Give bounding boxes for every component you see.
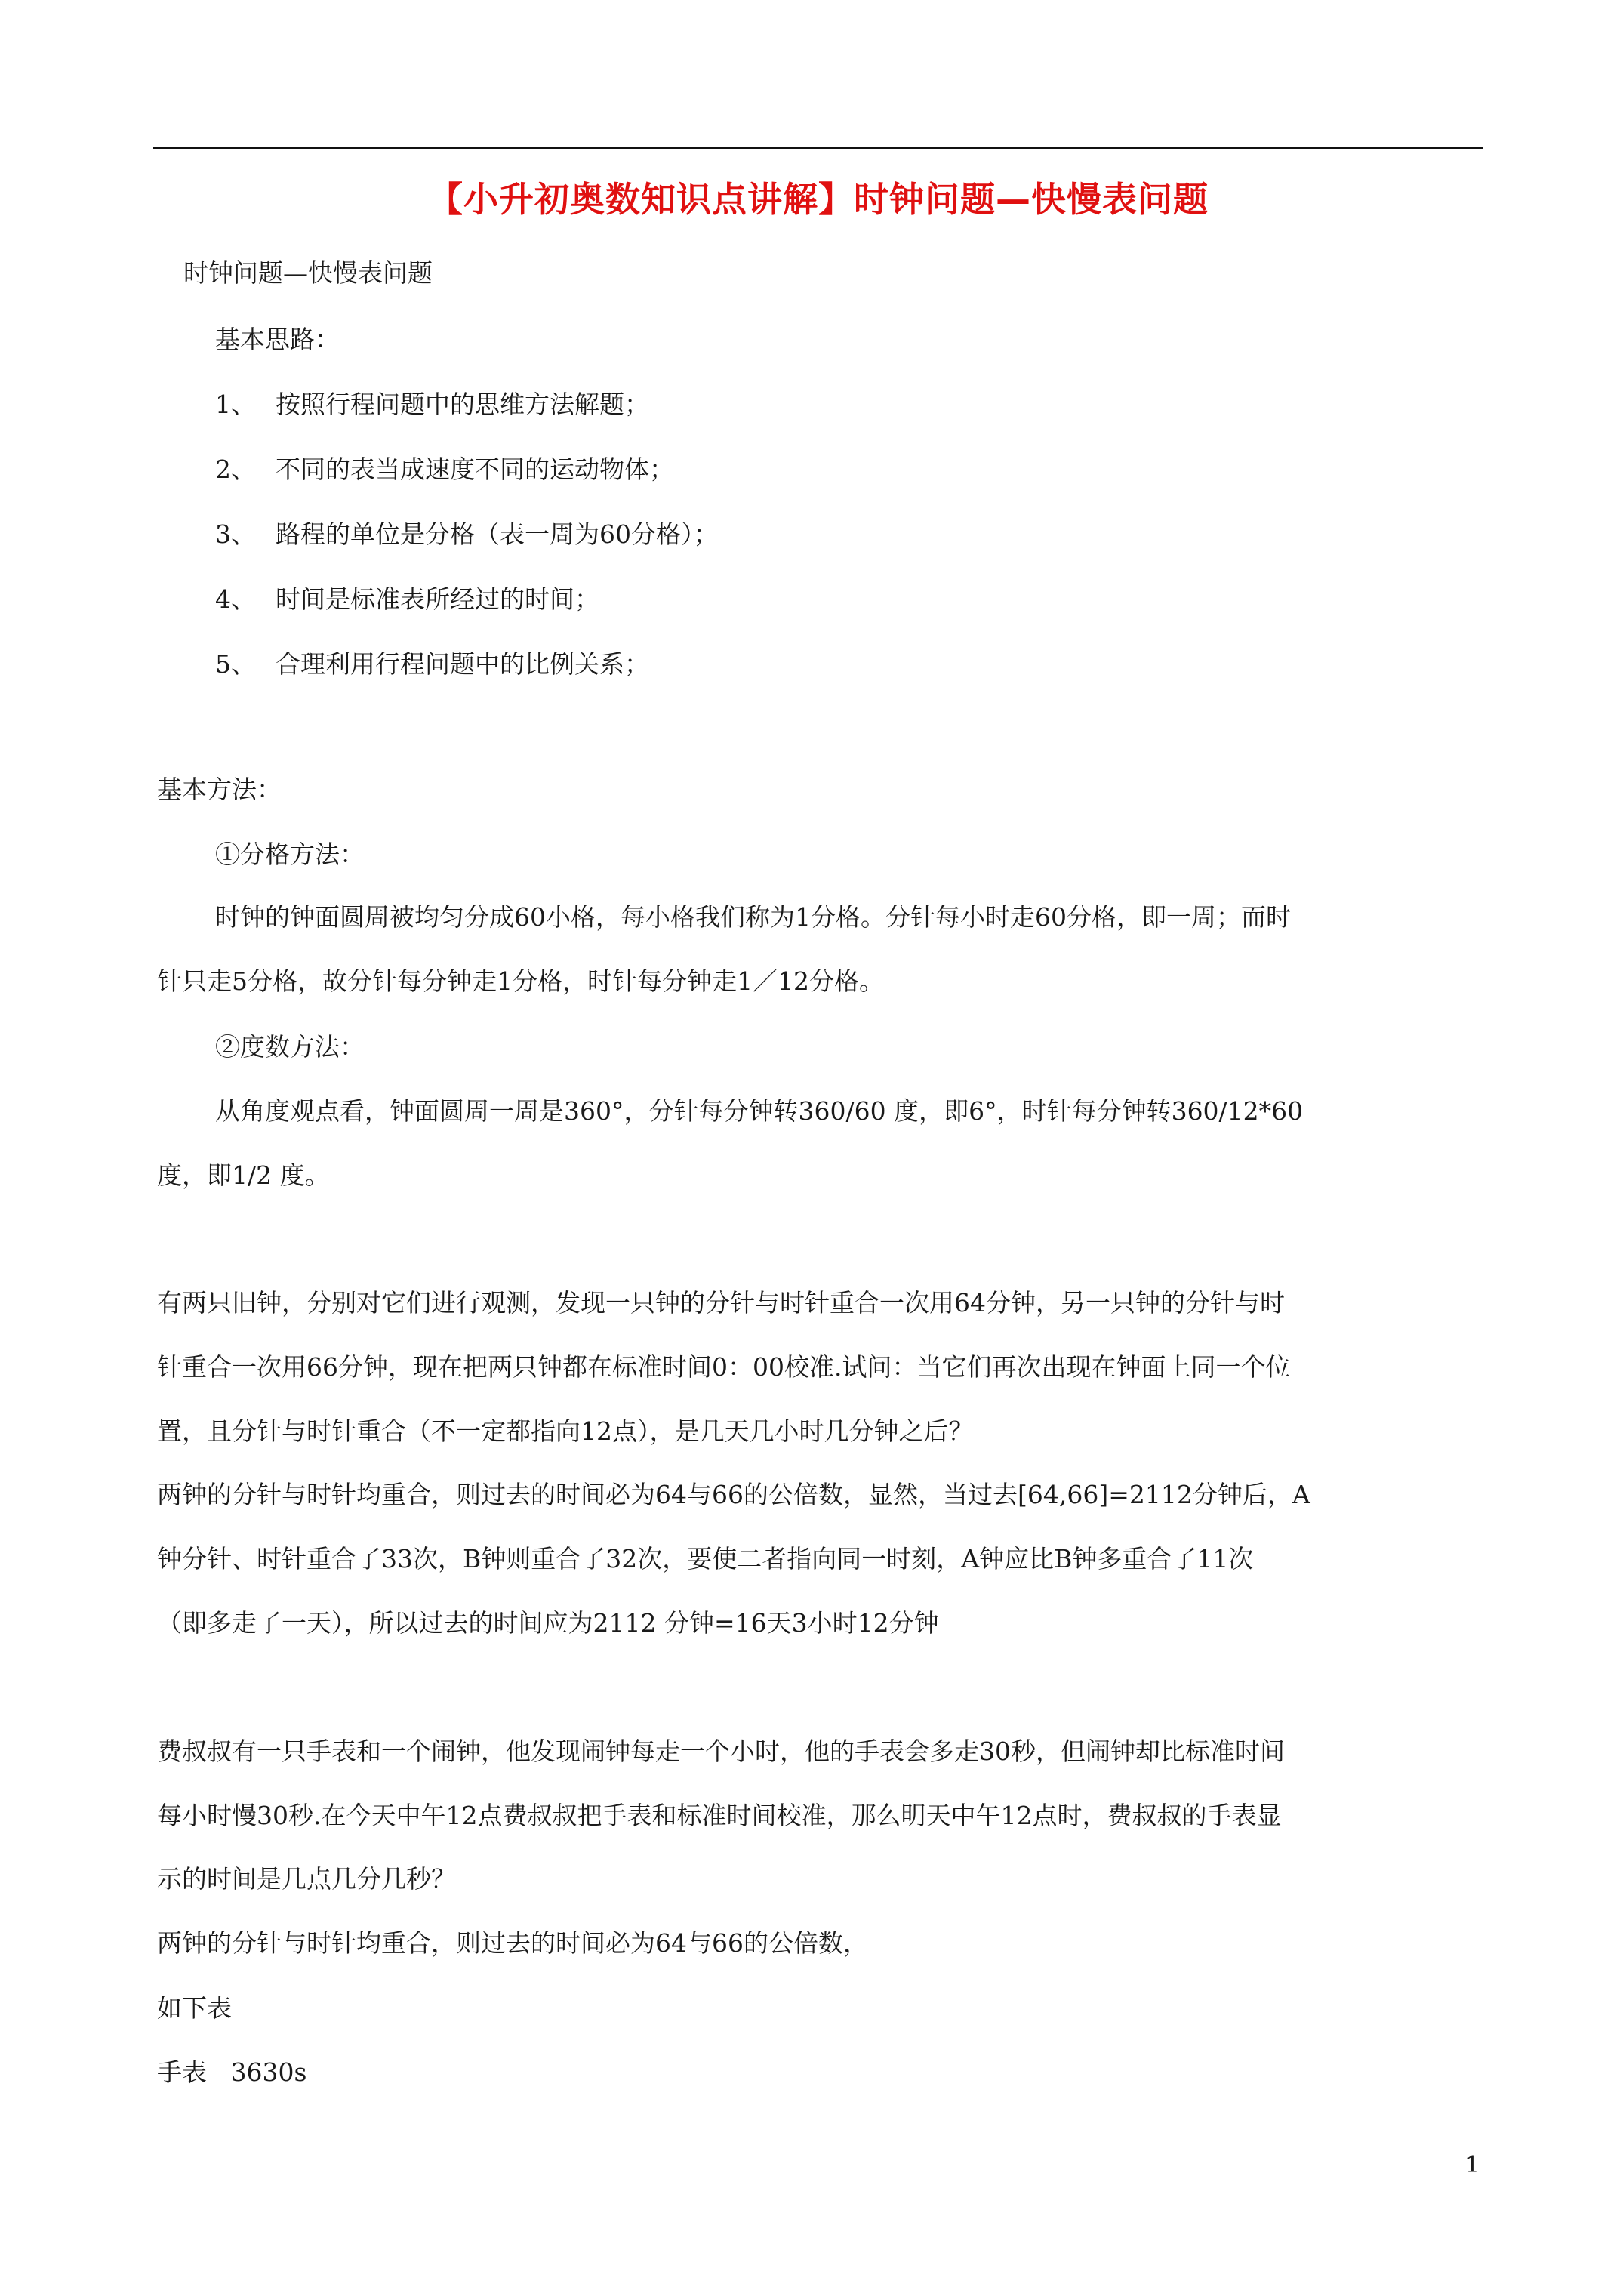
answer2-line: 两钟的分针与时针均重合，则过去的时间必为64与66的公倍数， xyxy=(157,1928,868,1958)
page-title: 【小升初奥数知识点讲解】时钟问题—快慢表问题 xyxy=(428,179,1209,220)
idea-number: 5、 xyxy=(215,649,256,679)
idea-item-5 xyxy=(215,649,649,679)
page-number: 1 xyxy=(1464,2152,1480,2178)
idea-item-4 xyxy=(215,584,599,614)
basic-idea-heading: 基本思路： xyxy=(215,325,340,354)
problem1-line: 置，且分针与时针重合（不一定都指向12点），是几天几小时几分钟之后？ xyxy=(157,1416,974,1446)
idea-text: 不同的表当成速度不同的运动物体； xyxy=(276,455,674,484)
idea-item-2 xyxy=(215,457,674,482)
method2-heading: ②度数方法： xyxy=(215,1032,365,1062)
idea-item-1 xyxy=(215,392,649,417)
method1-line: 时钟的钟面圆周被均匀分成60小格，每小格我们称为1分格。分针每小时走60分格，即一周；而时 xyxy=(215,902,1291,932)
method2-line: 度，即1/2 度。 xyxy=(157,1160,330,1190)
answer1-line: （即多走了一天），所以过去的时间应为2112 分钟=16天3小时12分钟 xyxy=(157,1608,939,1638)
problem1-line: 针重合一次用66分钟，现在把两只钟都在标准时间0：00校准.试问：当它们再次出现在钟面上同一个位 xyxy=(157,1352,1291,1382)
method-heading: 基本方法： xyxy=(157,775,282,804)
subtitle: 时钟问题—快慢表问题 xyxy=(183,258,433,288)
answer1-line: 钟分针、时针重合了33次，B钟则重合了32次，要使二者指向同一时刻，A钟应比B钟多重合了11次 xyxy=(157,1544,1254,1573)
idea-text: 路程的单位是分格（表一周为60分格）； xyxy=(276,519,719,549)
idea-text: 合理利用行程问题中的比例关系； xyxy=(276,649,649,679)
idea-number: 4、 xyxy=(215,584,256,614)
method2-line: 从角度观点看，钟面圆周一周是360°，分针每分钟转360/60 度，即6°，时针每分钟转360/12*60 xyxy=(215,1096,1304,1126)
problem2-line: 每小时慢30秒.在今天中午12点费叔叔把手表和标准时间校准，那么明天中午12点时，费叔叔的手表显 xyxy=(157,1801,1282,1830)
answer2-line: 如下表 xyxy=(157,1993,232,2023)
idea-text: 时间是标准表所经过的时间； xyxy=(276,584,599,614)
method1-heading: ①分格方法： xyxy=(215,840,365,869)
problem1-line: 有两只旧钟，分别对它们进行观测，发现一只钟的分针与时针重合一次用64分钟，另一只钟的分针与时 xyxy=(157,1288,1285,1318)
idea-number: 2、 xyxy=(215,455,256,484)
method1-line: 针只走5分格，故分针每分钟走1分格，时针每分钟走1／12分格。 xyxy=(157,966,884,996)
idea-number: 3、 xyxy=(215,519,256,549)
idea-item-3 xyxy=(215,519,719,549)
problem2-line: 费叔叔有一只手表和一个闹钟，他发现闹钟每走一个小时，他的手表会多走30秒，但闹钟却比标准时间 xyxy=(157,1737,1285,1766)
idea-text: 按照行程问题中的思维方法解题； xyxy=(276,390,649,419)
answer1-line: 两钟的分针与时针均重合，则过去的时间必为64与66的公倍数，显然，当过去[64,66]=2112分钟后，A xyxy=(157,1480,1310,1509)
header-rule xyxy=(153,147,1483,149)
idea-number: 1、 xyxy=(215,390,256,419)
problem2-line: 示的时间是几点几分几秒？ xyxy=(157,1864,456,1894)
answer2-line: 手表 3630s xyxy=(157,2057,307,2087)
